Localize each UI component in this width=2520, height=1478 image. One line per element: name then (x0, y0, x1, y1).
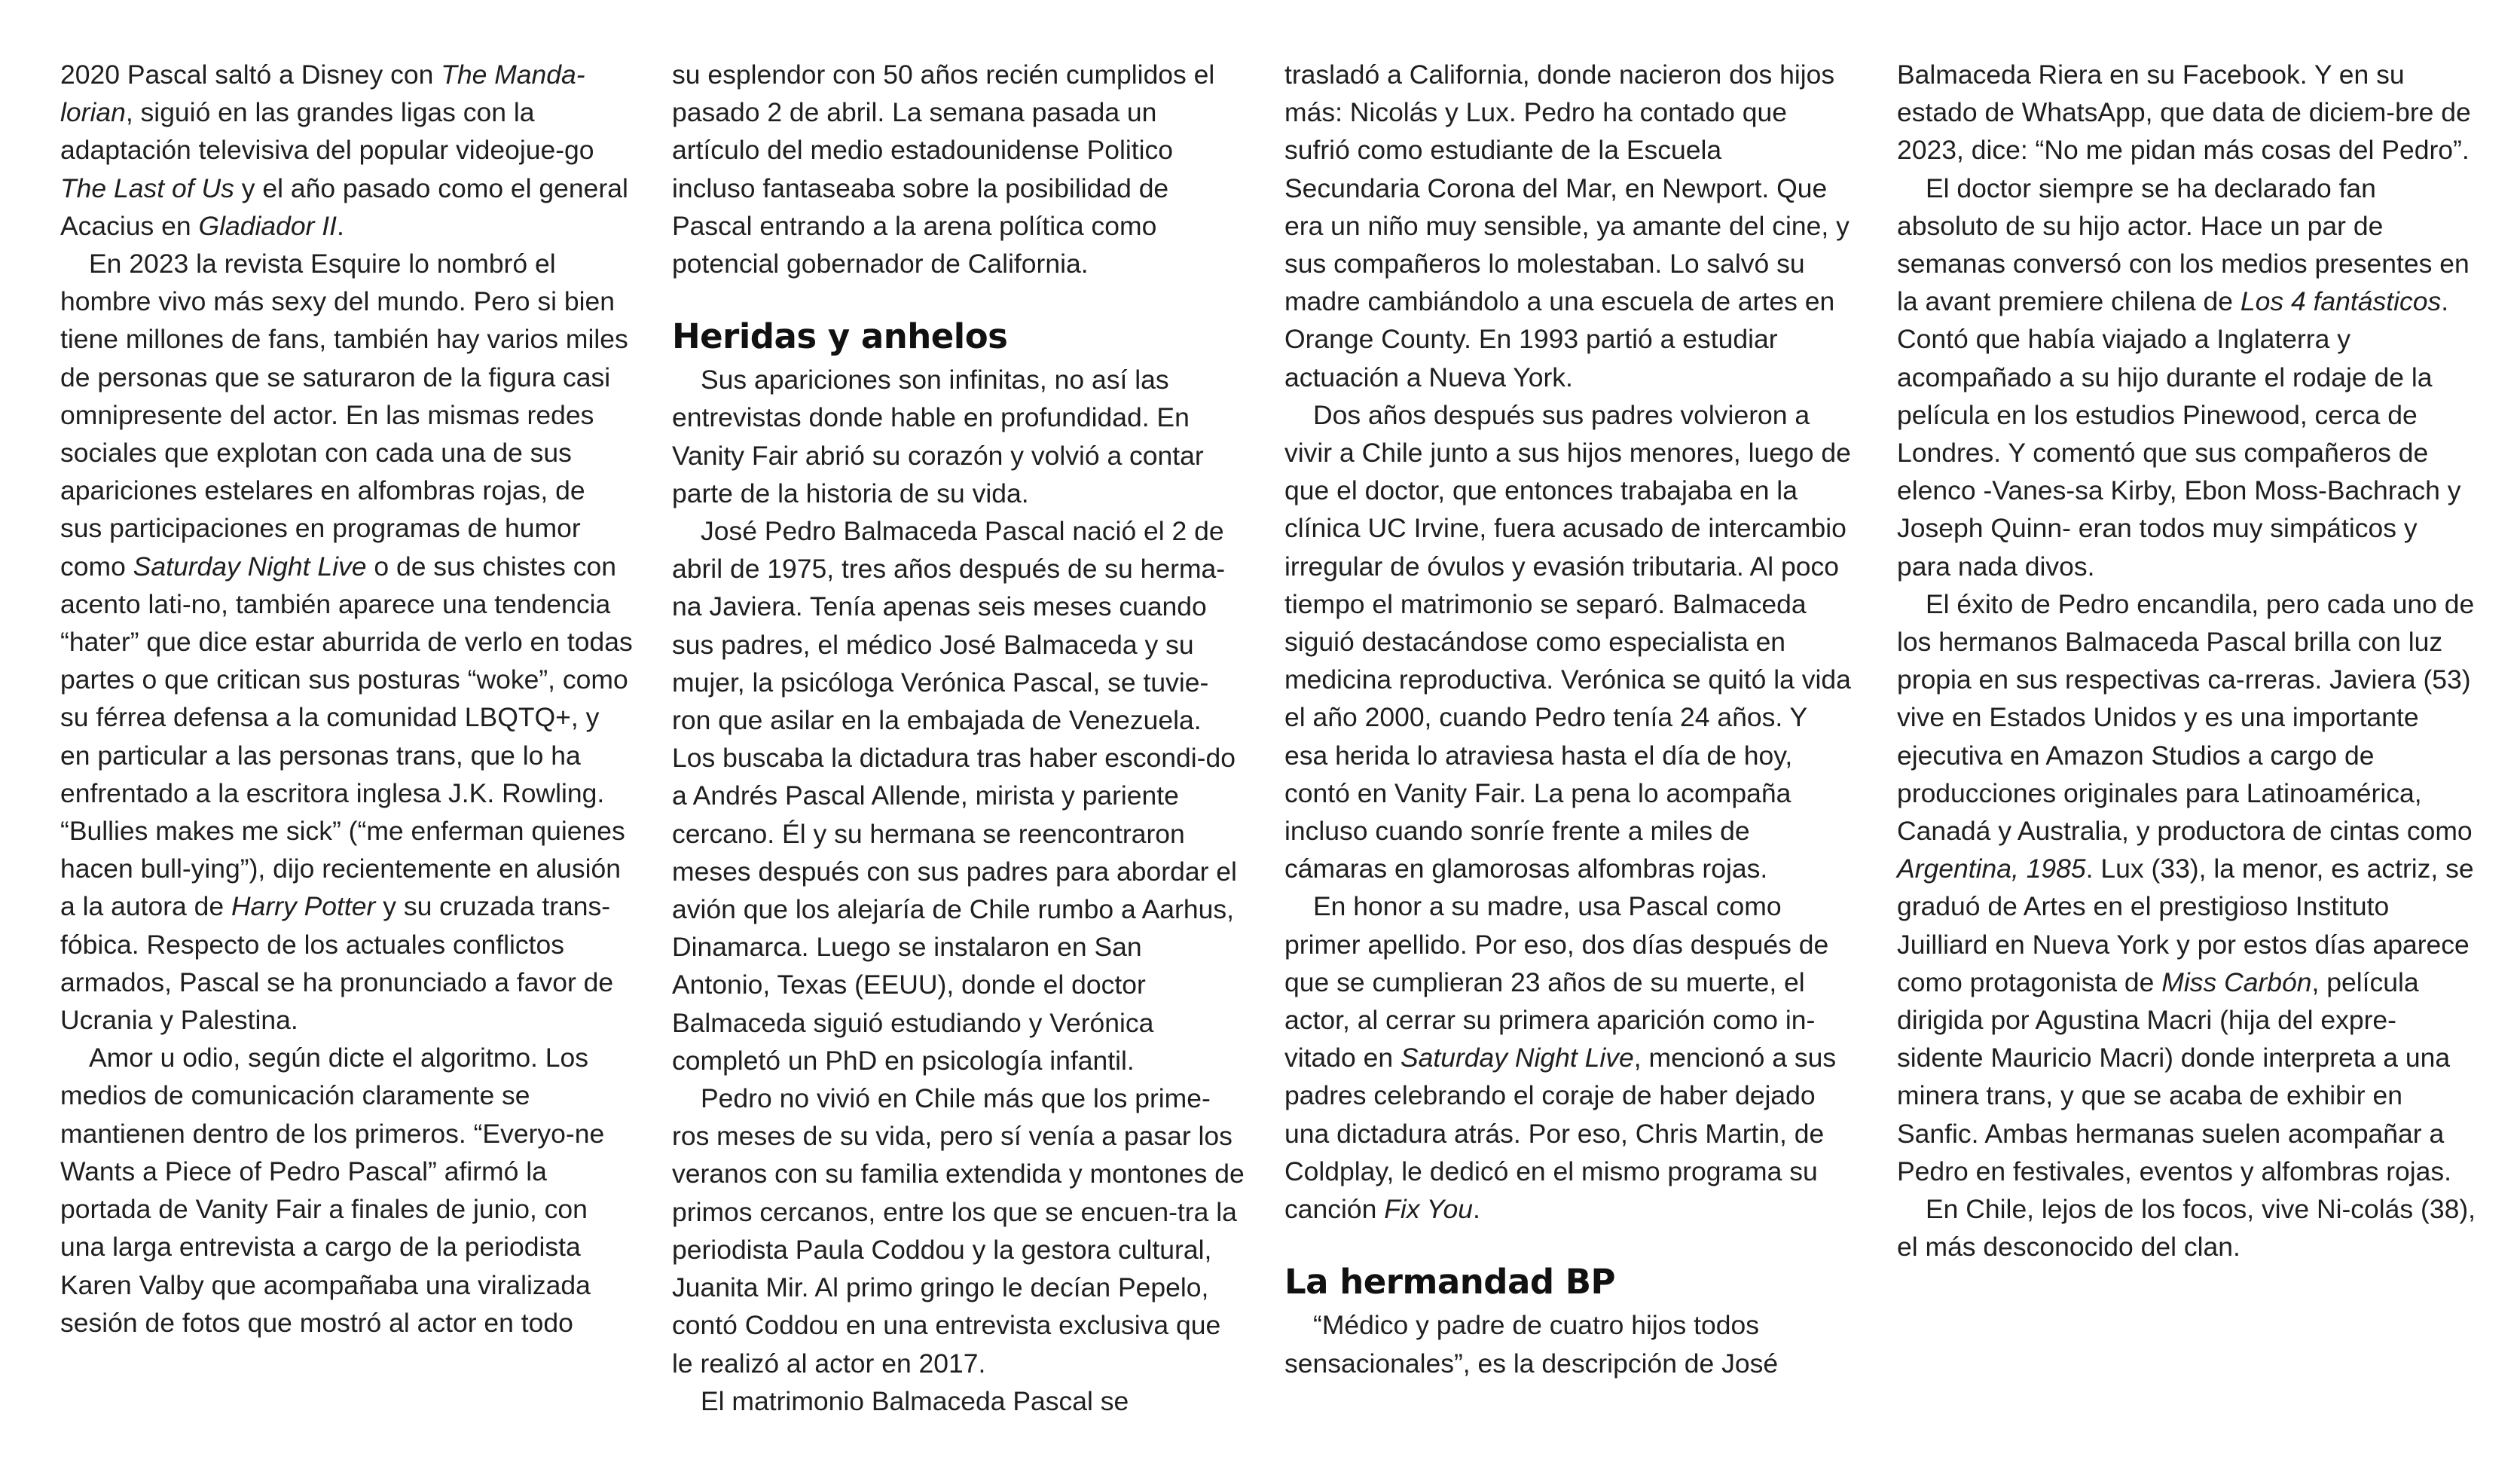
italic-title-text: Los 4 fantásticos (2240, 286, 2442, 317)
paragraph-text: su esplendor con 50 años recién cumplidos el pasado 2 de abril. La semana pasada un artículo del medio estadounidense Politico incluso fantaseaba sobre la posibilidad de Pascal entrando a la arena política como potencial gobernador de California. (672, 60, 1215, 279)
paragraph-text: “Médico y padre de cuatro hijos todos sensacionales”, es la descripción de José (1284, 1310, 1779, 1379)
body-paragraph (1897, 1190, 2477, 1266)
italic-title-text: Saturday Night Live (1400, 1043, 1634, 1073)
body-paragraph (672, 1079, 1245, 1382)
paragraph-text: Pedro no vivió en Chile más que los prime-ros meses de su vida, pero sí venía a pasar los veranos con su familia extendida y montones de primos cercanos, entre los que se encuen-tra la periodista Paula Coddou y la gestora cultural, Juanita Mir. Al primo gringo le decían Pepelo, contó Coddou en una entrevista exclusiva que le realizó al actor en 2017. (672, 1083, 1245, 1379)
text-column-1 (60, 56, 633, 1342)
paragraph-text: El éxito de Pedro encandila, pero cada uno de los hermanos Balmaceda Pascal brilla con luz propia en sus respectivas ca-rreras. Javiera (53) vive en Estados Unidos y es una importante ejecutiva en Amazon Studios a cargo de producciones originales para Latinoamérica, Canadá y Australia, y productora de cintas como (1897, 588, 2475, 847)
italic-title-text: Harry Potter (231, 891, 376, 922)
body-paragraph (672, 56, 1245, 282)
paragraph-text: Sus apariciones son infinitas, no así las entrevistas donde hable en profundidad. En Vanity Fair abrió su corazón y volvió a contar parte de la historia de su vida. (672, 365, 1204, 508)
paragraph-text: . Contó que había viajado a Inglaterra y acompañado a su hijo durante el rodaje de la película en los estudios Pinewood, cerca de Londres. Y comentó que sus compañeros de elenco -Vanes-sa Kirby, Ebon Moss-Bachrach y Joseph Quinn- eran todos muy simpáticos y para nada divos. (1897, 286, 2461, 582)
body-paragraph (60, 245, 633, 1039)
body-paragraph (672, 361, 1245, 512)
paragraph-text: En Chile, lejos de los focos, vive Ni-colás (38), el más desconocido del clan. (1897, 1194, 2476, 1263)
body-paragraph (672, 1382, 1245, 1420)
italic-title-text: The Last of Us (60, 173, 234, 203)
paragraph-text: y el año pasado como el general Acacius en (60, 173, 628, 241)
paragraph-text: Balmaceda Riera en su Facebook. Y en su estado de WhatsApp, que data de diciem-bre de 2023, dice: “No me pidan más cosas del Pedro”. (1897, 60, 2471, 166)
paragraph-text: 2020 Pascal saltó a Disney con (60, 60, 441, 90)
paragraph-text: , película dirigida por Agustina Macri (hija del expre-sidente Mauricio Macri) donde interpreta a una minera trans, y que se acaba de exhibir en Sanfic. Ambas hermanas suelen acompañar a Pedro en festivales, eventos y alfombras rojas. (1897, 967, 2452, 1186)
paragraph-text: Amor u odio, según dicte el algoritmo. Los medios de comunicación claramente se mantienen dentro de los primeros. “Everyo-ne Wants a Piece of Pedro Pascal” afirmó la portada de Vanity Fair a finales de junio, con una larga entrevista a cargo de la periodista Karen Valby que acompañaba una viralizada sesión de fotos que mostró al actor en todo (60, 1043, 605, 1338)
paragraph-text: En 2023 la revista Esquire lo nombró el hombre vivo más sexy del mundo. Pero si bien tiene millones de fans, también hay varios miles de personas que se saturaron de la figura casi omnipresente del actor. En las mismas redes sociales que explotan con cada una de sus apariciones estelares en alfombras rojas, de sus participaciones en programas de humor como (60, 249, 628, 582)
paragraph-text: Dos años después sus padres volvieron a vivir a Chile junto a sus hijos menores, luego de que el doctor, que entonces trabajaba en la clínica UC Irvine, fuera acusado de intercambio irregular de óvulos y evasión tributaria. Al poco tiempo el matrimonio se separó. Balmaceda siguió destacándose como especialista en medicina reproductiva. Verónica se quitó la vida el año 2000, cuando Pedro tenía 24 años. Y esa herida lo atraviesa hasta el día de hoy, contó en Vanity Fair. La pena lo acompaña incluso cuando sonríe frente a miles de cámaras en glamorosas alfombras rojas. (1284, 399, 1851, 884)
paragraph-text: o de sus chistes con acento lati-no, también aparece una tendencia “hater” que dice estar aburrida de verlo en todas partes o que critican sus posturas “woke”, como su férrea defensa a la comunidad LBQTQ+, y en particular a las personas trans, que lo ha enfrentado a la escritora inglesa J.K. Rowling. “Bullies makes me sick” (“me enferman quienes hacen bull-ying”), dijo recientemente en alusión a la autora de (60, 551, 633, 922)
body-paragraph (60, 1039, 633, 1342)
body-paragraph (672, 512, 1245, 1079)
paragraph-text: José Pedro Balmaceda Pascal nació el 2 de abril de 1975, tres años después de su herma-na Javiera. Tenía apenas seis meses cuando sus padres, el médico José Balmaceda y su mujer, la psicóloga Verónica Pascal, se tuvie-ron que asilar en la embajada de Venezuela. Los buscaba la dictadura tras haber escondi-do a Andrés Pascal Allende, mirista y pariente cercano. Él y su hermana se reencontraron meses después con sus padres para abordar el avión que los alejaría de Chile rumbo a Aarhus, Dinamarca. Luego se instalaron en San Antonio, Texas (EEUU), donde el doctor Balmaceda siguió estudiando y Verónica completó un PhD en psicología infantil. (672, 516, 1237, 1076)
body-paragraph (1897, 585, 2477, 1190)
italic-title-text: Argentina, 1985 (1897, 854, 2086, 884)
body-paragraph (1897, 169, 2477, 585)
paragraph-text: . (337, 210, 344, 241)
text-column-2 (672, 56, 1245, 1420)
italic-title-text: Fix You (1384, 1194, 1473, 1225)
paragraph-text: y su cruzada trans-fóbica. Respecto de los actuales conflictos armados, Pascal se ha pronunciado a favor de Ucrania y Palestina. (60, 891, 614, 1036)
paragraph-text: . (1472, 1194, 1480, 1225)
body-paragraph (1284, 56, 1857, 396)
paragraph-text: trasladó a California, donde nacieron dos hijos más: Nicolás y Lux. Pedro ha contado que sufrió como estudiante de la Escuela Secundaria Corona del Mar, en Newport. Que era un niño muy sensible, ya amante del cine, y sus compañeros lo molestaban. Lo salvó su madre cambiándolo a una escuela de artes en Orange County. En 1993 partió a estudiar actuación a Nueva York. (1284, 60, 1850, 392)
paragraph-text: . Lux (33), la menor, es actriz, se graduó de Artes en el prestigioso Instituto Juilliard en Nueva York y por estos días aparece como protagonista de (1897, 854, 2474, 997)
italic-title-text: Saturday Night Live (133, 551, 367, 582)
section-heading: La hermandad BP (1284, 1262, 1615, 1302)
paragraph-text: En honor a su madre, usa Pascal como primer apellido. Por eso, dos días después de que se cumplieran 23 años de su muerte, el actor, al cerrar su primera aparición como in-vitado en (1284, 891, 1829, 1073)
body-paragraph (60, 56, 633, 245)
text-column-4 (1897, 56, 2477, 1266)
body-paragraph (1284, 1306, 1857, 1382)
text-column-3 (1284, 56, 1857, 1382)
italic-title-text: Miss Carbón (2161, 967, 2312, 997)
body-paragraph (1897, 56, 2477, 169)
italic-title-text: Gladiador II (198, 210, 338, 241)
paragraph-text: , siguió en las grandes ligas con la adaptación televisiva del popular videojue-go (60, 97, 594, 166)
paragraph-text: El doctor siempre se ha declarado fan absoluto de su hijo actor. Hace un par de semanas conversó con los medios presentes en la avant premiere chilena de (1897, 173, 2470, 317)
section-heading: Heridas y anhelos (672, 316, 1008, 357)
paragraph-text: , mencionó a sus padres celebrando el coraje de haber dejado una dictadura atrás. Por eso, Chris Martin, de Coldplay, le dedicó en el mismo programa su canción (1284, 1043, 1837, 1225)
paragraph-text: El matrimonio Balmaceda Pascal se (701, 1385, 1129, 1416)
italic-title-text: The Manda-lorian (60, 60, 585, 128)
body-paragraph (1284, 396, 1857, 888)
body-paragraph (1284, 887, 1857, 1228)
